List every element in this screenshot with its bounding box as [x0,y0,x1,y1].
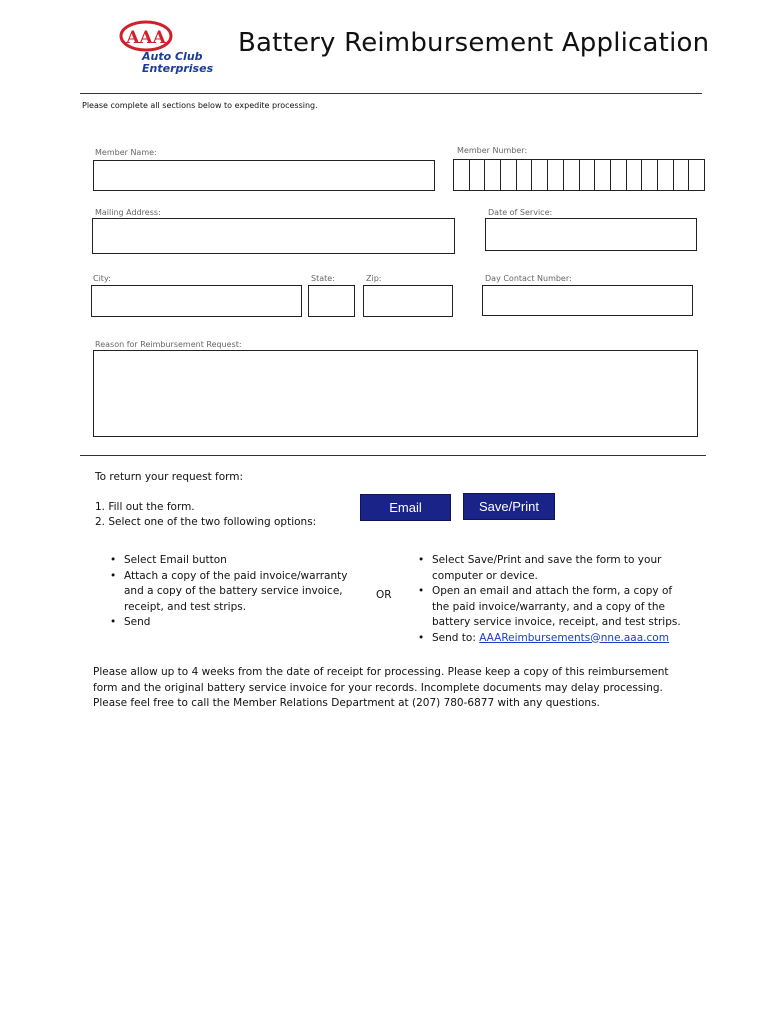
zip-label: Zip: [366,274,382,283]
save-print-option-list [416,553,692,646]
section-divider [80,455,706,456]
reason-textarea[interactable] [93,350,698,437]
member-name-label: Member Name: [95,148,157,157]
list-item: • Send [108,615,358,631]
or-label: OR [376,589,392,601]
list-item: • Open an email and attach the form, a copy of the paid invoice/warranty, and a copy of the battery service invoice, receipt, and test strips. [416,584,692,631]
reason-label: Reason for Reimbursement Request: [95,340,242,349]
list-item: • Select Save/Print and save the form to your computer or device. [416,553,692,584]
instructions-heading: To return your request form: [95,471,244,483]
member-number-label: Member Number: [457,146,528,155]
member-name-input[interactable] [93,160,435,191]
step-1: 1. Fill out the form. [95,501,195,513]
logo-mark: AAA [126,28,166,48]
state-input[interactable] [308,285,355,317]
step-2: 2. Select one of the two following options: [95,516,317,528]
date-of-service-label: Date of Service: [488,208,553,217]
logo-line-2: Enterprises [142,62,214,75]
list-item: • Select Email button [108,553,358,569]
day-contact-input[interactable] [482,285,693,316]
page-title: Battery Reimbursement Application [238,28,710,58]
state-label: State: [311,274,335,283]
logo-line-1: Auto Club [142,50,203,63]
member-number-input[interactable] [453,159,705,191]
footer-note: Please allow up to 4 weeks from the date of receipt for processing. Please keep a copy of this reimbursement form and the original battery service invoice for your records. Incomplete documents may delay processing. Please feel free to call the Member Relations Department at (207) 780-6877 with any questions. [93,666,669,709]
zip-input[interactable] [363,285,453,317]
mailing-address-input[interactable] [92,218,455,254]
header-divider [80,93,702,94]
save-print-button[interactable]: Save/Print [463,493,555,520]
reimbursement-email-link[interactable]: AAAReimbursements@nne.aaa.com [479,631,669,644]
intro-text: Please complete all sections below to expedite processing. [82,101,318,110]
city-input[interactable] [91,285,302,317]
city-label: City: [93,274,111,283]
mailing-address-label: Mailing Address: [95,208,161,217]
email-button[interactable]: Email [360,494,451,521]
email-option-list [108,553,358,631]
send-to-label: Send to: [432,631,480,644]
list-item: • Attach a copy of the paid invoice/warranty and a copy of the battery service invoice, receipt, and test strips. [108,569,358,616]
day-contact-label: Day Contact Number: [485,274,572,283]
aaa-logo [118,18,224,76]
list-item [416,631,692,647]
date-of-service-input[interactable] [485,218,697,251]
